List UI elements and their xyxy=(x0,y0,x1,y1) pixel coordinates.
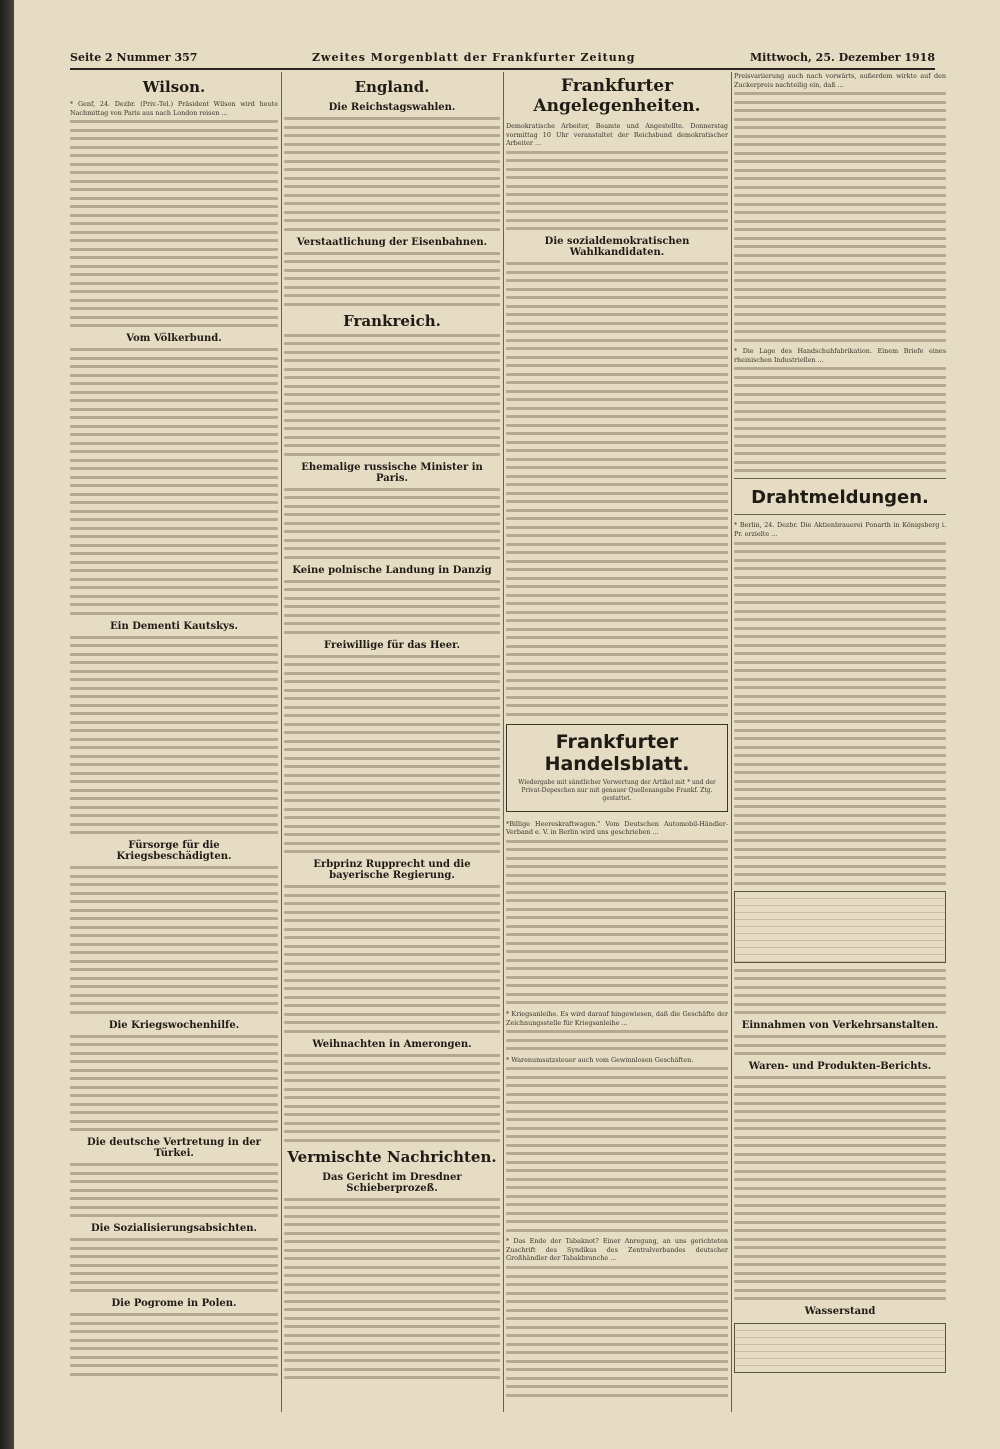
text-block xyxy=(506,151,728,231)
column-rule xyxy=(281,72,282,1412)
section-subheading: Verstaatlichung der Eisenbahnen. xyxy=(296,236,488,248)
text-block xyxy=(70,1035,278,1132)
text-block xyxy=(70,1313,278,1376)
section-subheading: Weihnachten in Amerongen. xyxy=(312,1038,472,1050)
exchange-rate-table xyxy=(734,891,946,963)
column-4 xyxy=(734,72,946,1412)
column-2 xyxy=(284,72,500,1412)
text-block xyxy=(284,252,500,306)
text-block xyxy=(734,542,946,885)
handelsblatt-box xyxy=(506,724,728,812)
section-subheading: Das Gericht im Dresdner Schieberprozeß. xyxy=(322,1171,462,1194)
running-header xyxy=(70,46,935,70)
column-rule xyxy=(503,72,504,1412)
issue-date: Mittwoch, 25. Dezember 1918 xyxy=(749,50,935,64)
handelsblatt-notice: Wiedergabe mit sämtlicher Verwertung der Artikel mit * und der Privat-Depeschen nur mit genauer Quellenangabe Frankf. Ztg. gestattet. xyxy=(518,778,716,802)
text-block xyxy=(284,885,500,1033)
divider xyxy=(734,514,946,515)
text-block xyxy=(284,334,500,456)
section-subheading: Erbprinz Rupprecht und die bayerische Regierung. xyxy=(313,859,471,881)
text-block xyxy=(284,117,500,231)
section-heading: Vermischte Nachrichten. xyxy=(287,1147,497,1166)
section-heading: Fürsorge für die Kriegsbeschädigten. xyxy=(116,840,232,863)
section-heading: Die deutsche Vertretung in der Türkei. xyxy=(87,1137,261,1160)
column-1 xyxy=(70,72,278,1412)
text-block xyxy=(70,866,278,1014)
text-block xyxy=(506,1030,728,1050)
text-block xyxy=(70,636,278,835)
text-block xyxy=(284,1054,500,1142)
section-subheading: Die sozialdemokratischen Wahlkandidaten. xyxy=(544,236,690,259)
article-text: * Die Lage des Handschuhfabrikation. Einem Briefe eines rheinischen Industriellen ... xyxy=(734,347,946,364)
text-block xyxy=(70,1238,278,1292)
section-subheading: Waren- und Produkten-Berichts. xyxy=(748,1061,932,1073)
column-rule xyxy=(731,72,732,1412)
section-subheading: Wasserstand xyxy=(804,1306,876,1318)
section-subheading: Ehemalige russische Minister in Paris. xyxy=(301,461,483,484)
section-subheading: Einnahmen von Verkehrsanstalten. xyxy=(741,1020,939,1032)
section-heading: Frankreich. xyxy=(343,311,441,330)
masthead-title: Zweites Morgenblatt der Frankfurter Zeitung xyxy=(311,50,636,64)
text-block xyxy=(734,367,946,472)
section-heading: Die Kriegswochenhilfe. xyxy=(108,1019,240,1031)
divider xyxy=(734,478,946,479)
text-block xyxy=(506,1067,728,1232)
text-block xyxy=(70,348,278,615)
article-text: * Warenumsatzsteuer auch vom Gewinnlosen Geschäften. xyxy=(506,1055,694,1064)
water-level-table xyxy=(734,1323,946,1373)
article-text: * Berlin, 24. Dezbr. Die Aktienbrauerei Ponarth in Königsberg i. Pr. erzielte ... xyxy=(734,521,946,538)
article-text: * Genf, 24. Dezbr. (Priv.-Tel.) Präsident Wilson wird heute Nachmittag von Paris aus nach London reisen ... xyxy=(70,100,278,117)
text-block xyxy=(284,655,500,854)
text-block xyxy=(284,580,500,634)
section-heading: Wilson. xyxy=(142,78,206,96)
text-block xyxy=(734,1035,946,1055)
article-text: *Billige Heereskraftwagen." Vom Deutschen Automobil-Händler-Verband e. V. in Berlin wird uns geschrieben ... xyxy=(506,819,728,837)
section-heading: Ein Dementi Kautskys. xyxy=(110,620,238,632)
text-block xyxy=(506,840,728,1005)
text-block xyxy=(70,120,278,327)
text-block xyxy=(734,92,946,342)
text-block xyxy=(70,1163,278,1217)
section-heading: Die Pogrome in Polen. xyxy=(111,1298,237,1310)
section-subheading: Freiwillige für das Heer. xyxy=(324,639,460,651)
text-block xyxy=(506,1266,728,1397)
article-text: Demokratische Arbeiter, Beamte und Angestellte. Donnerstag vormittag 10 Uhr veranstaltet der Reichsbund demokratischer Arbeiter ... xyxy=(506,122,728,148)
handelsblatt-title: Frankfurter Handelsblatt. xyxy=(544,730,690,775)
page-edge xyxy=(0,0,14,1449)
article-text: Preisvariierung auch nach vorwärts, außerdem wirkte auf den Zuckerpreis nachteilig ein, daß ... xyxy=(734,72,946,89)
text-block xyxy=(284,1198,500,1380)
section-heading: England. xyxy=(354,78,430,96)
article-text: * Kriegsanleihe. Es wird darauf hingewiesen, daß die Geschäfte der Zeichnungsstelle für Kriegsanleihe ... xyxy=(506,1009,728,1027)
section-heading: Vom Völkerbund. xyxy=(126,333,222,345)
page-number: Seite 2 Nummer 357 xyxy=(70,50,198,64)
column-3 xyxy=(506,72,728,1412)
section-subheading: Keine polnische Landung in Danzig xyxy=(292,564,492,576)
text-block xyxy=(506,262,728,716)
section-heading: Die Sozialisierungsabsichten. xyxy=(91,1223,257,1235)
section-heading: Frankfurter Angelegenheiten. xyxy=(533,76,701,116)
section-subheading: Die Reichstagswahlen. xyxy=(328,102,456,113)
text-block xyxy=(734,1076,946,1300)
article-text: * Das Ende der Tabaknot? Einer Anregung, an uns gerichteten Zuschrift des Syndikus des Zentralverbandes deutscher Großhändler der Tabakbranche ... xyxy=(506,1237,728,1263)
text-block xyxy=(284,488,500,559)
section-heading: Drahtmeldungen. xyxy=(751,487,929,509)
text-block xyxy=(734,969,946,1015)
